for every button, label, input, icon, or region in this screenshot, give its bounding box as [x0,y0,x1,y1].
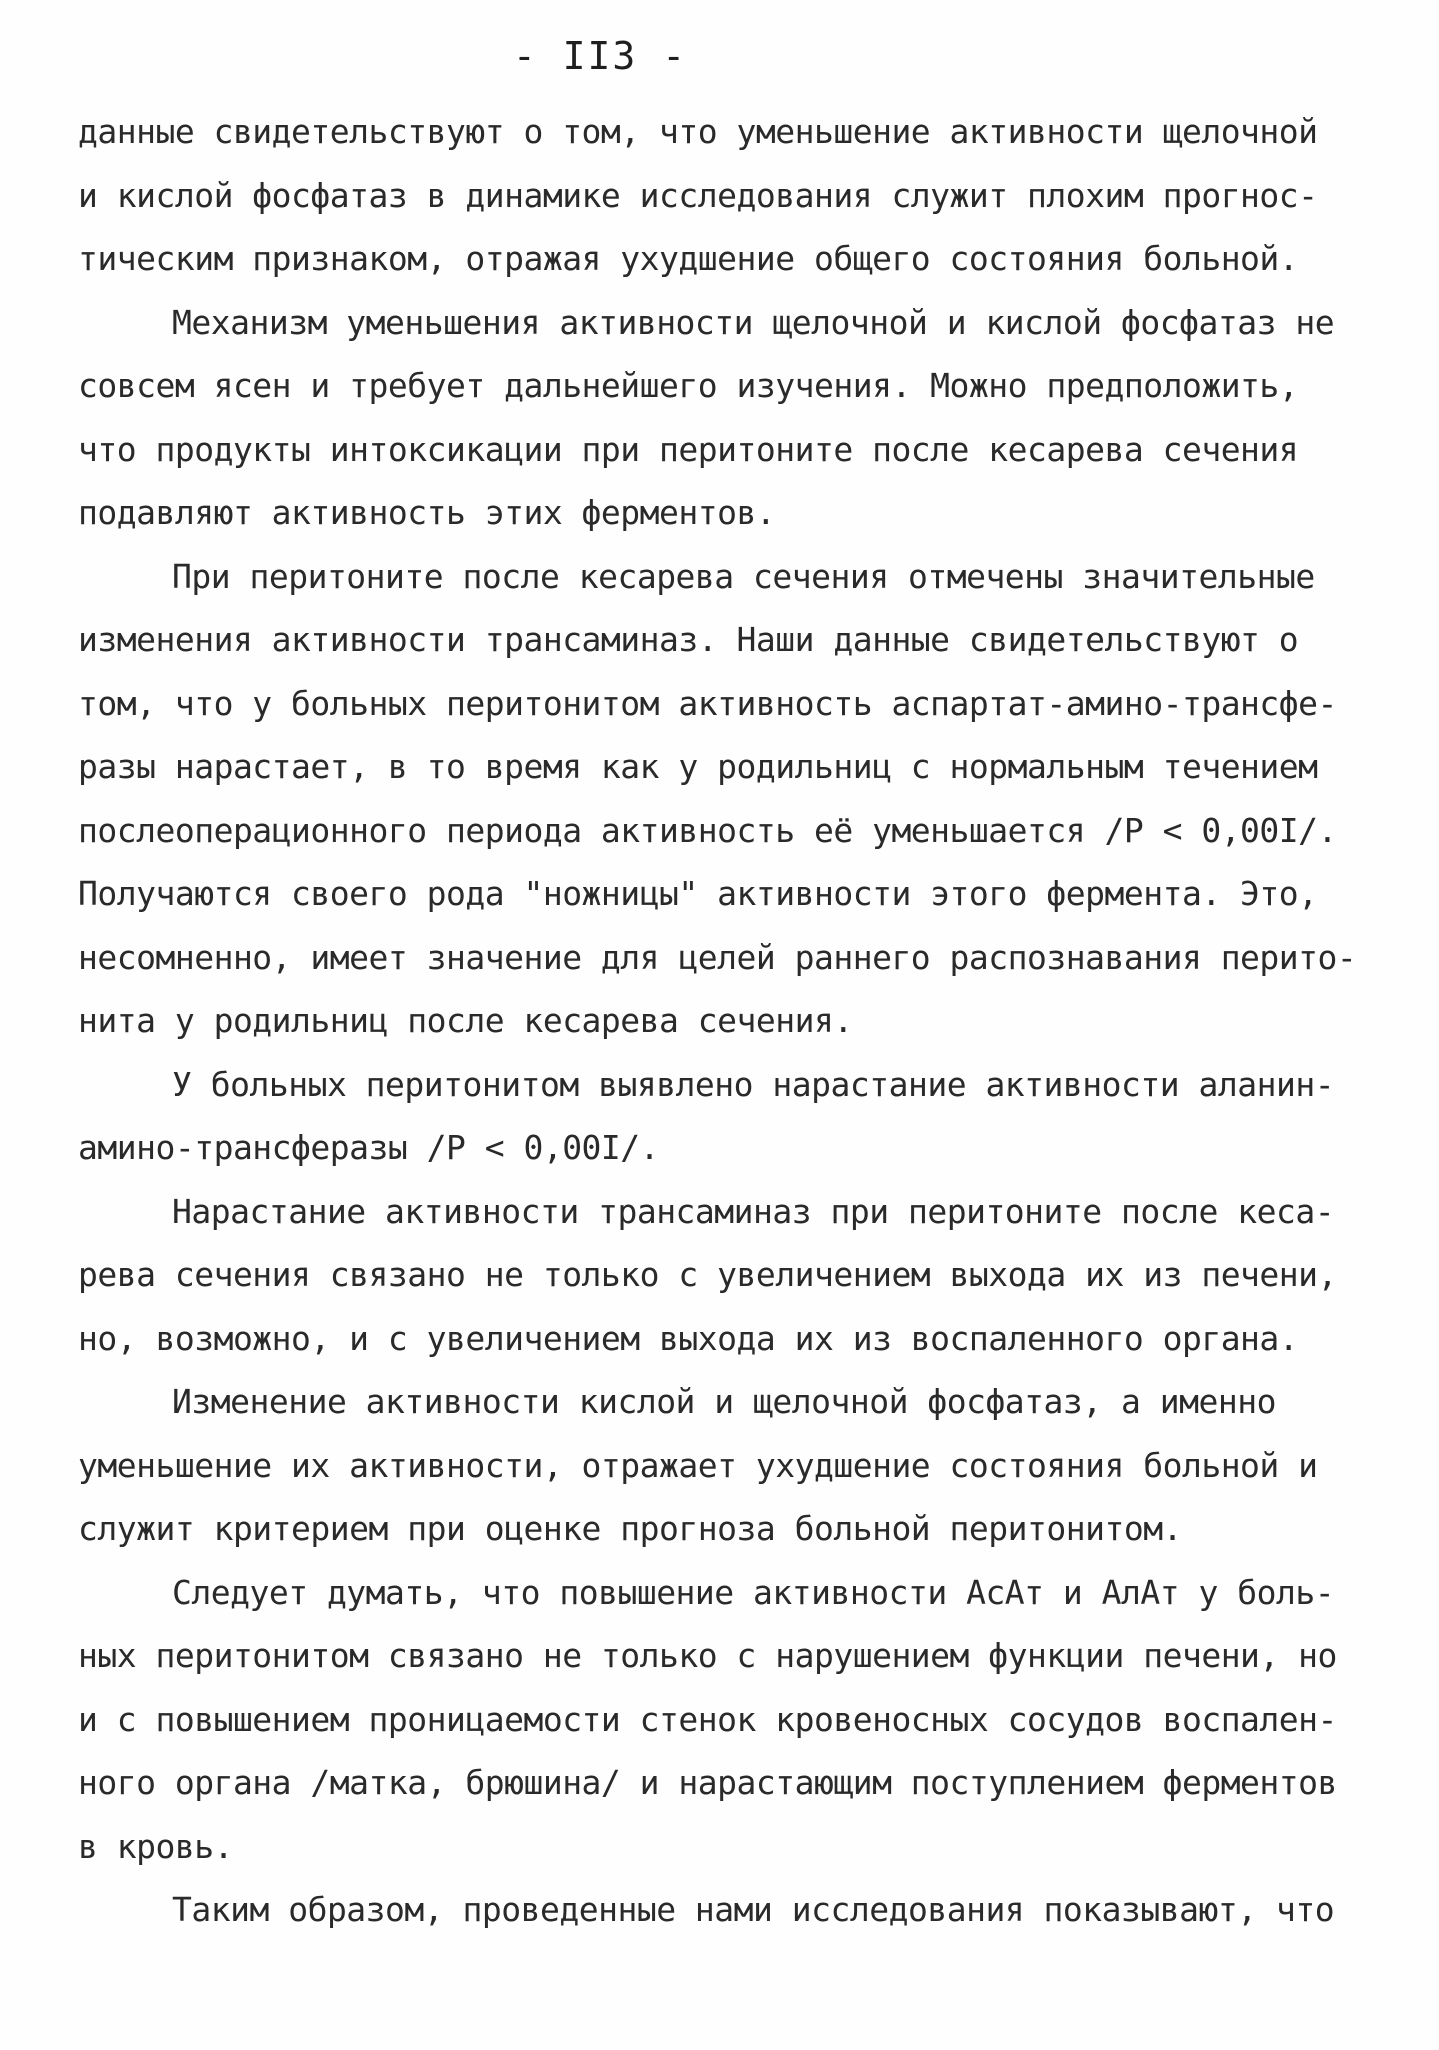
page-number: - II3 - [512,34,688,78]
text-line: У больных перитонитом выявлено нарастание активности аланин- [172,1064,1335,1104]
text-line: рева сечения связано не только с увеличением выхода их из печени, [78,1255,1337,1294]
paragraph [78,1561,1338,1879]
text-line: данные свидетельствуют о том, что уменьшение активности щелочной [78,112,1318,151]
text-line: Механизм уменьшения активности щелочной и кислой фосфатаз не [172,302,1335,342]
text-line: том, что у больных перитонитом активность аспартат-амино-трансфе- [78,683,1337,723]
text-line: амино-трансферазы /P < 0,00I/. [78,1128,660,1167]
text-line: ных перитонитом связано не только с нарушением функции печени, но [78,1636,1337,1675]
text-line: разы нарастает, в то время как у родильниц с нормальным течением [78,747,1318,786]
text-line: нита у родильниц после кесарева сечения. [78,1001,853,1040]
text-line: и с повышением проницаемости стенок кровеносных сосудов воспален- [78,1699,1337,1739]
text-line: и кислой фосфатаз в динамике исследования служит плохим прогнос- [78,175,1318,215]
text-line: Таким образом, проведенные нами исследования показывают, что [172,1890,1335,1929]
paragraph [78,291,1338,545]
body-text [78,100,1357,1942]
paragraph [78,1370,1338,1561]
paragraph [78,545,1357,1053]
text-line: но, возможно, и с увеличением выхода их из воспаленного органа. [78,1318,1299,1358]
paragraph [78,1878,1338,1942]
text-line: При перитоните после кесарева сечения отмечены значительные [172,556,1315,596]
text-line: совсем ясен и требует дальнейшего изучения. Можно предположить, [78,366,1299,405]
text-line: послеоперационного периода активность её уменьшается /P < 0,00I/. [78,810,1337,850]
text-line: тическим признаком, отражая ухудшение общего состояния больной. [78,239,1299,278]
text-line: ного органа /матка, брюшина/ и нарастающим поступлением ферментов [78,1763,1337,1802]
text-line: служит критерием при оценке прогноза больной перитонитом. [78,1509,1182,1548]
paragraph [78,1053,1338,1180]
text-line: несомненно, имеет значение для целей раннего распознавания перито- [78,937,1357,977]
text-line: уменьшение их активности, отражает ухудшение состояния больной и [78,1445,1318,1485]
text-line: подавляют активность этих ферментов. [78,493,776,532]
text-line: что продукты интоксикации при перитоните после кесарева сечения [78,429,1299,469]
text-line: в кровь. [78,1826,233,1866]
paragraph [78,1180,1338,1371]
text-line: Получаются своего рода "ножницы" активности этого фермента. Это, [78,874,1318,913]
text-line: Изменение активности кислой и щелочной фосфатаз, а именно [172,1382,1276,1421]
text-line: Нарастание активности трансаминаз при перитоните после кеса- [172,1191,1335,1231]
text-line: Следует думать, что повышение активности АсАт и АлАт у боль- [172,1572,1335,1612]
paragraph [78,100,1338,291]
text-line: изменения активности трансаминаз. Наши данные свидетельствуют о [78,620,1299,659]
